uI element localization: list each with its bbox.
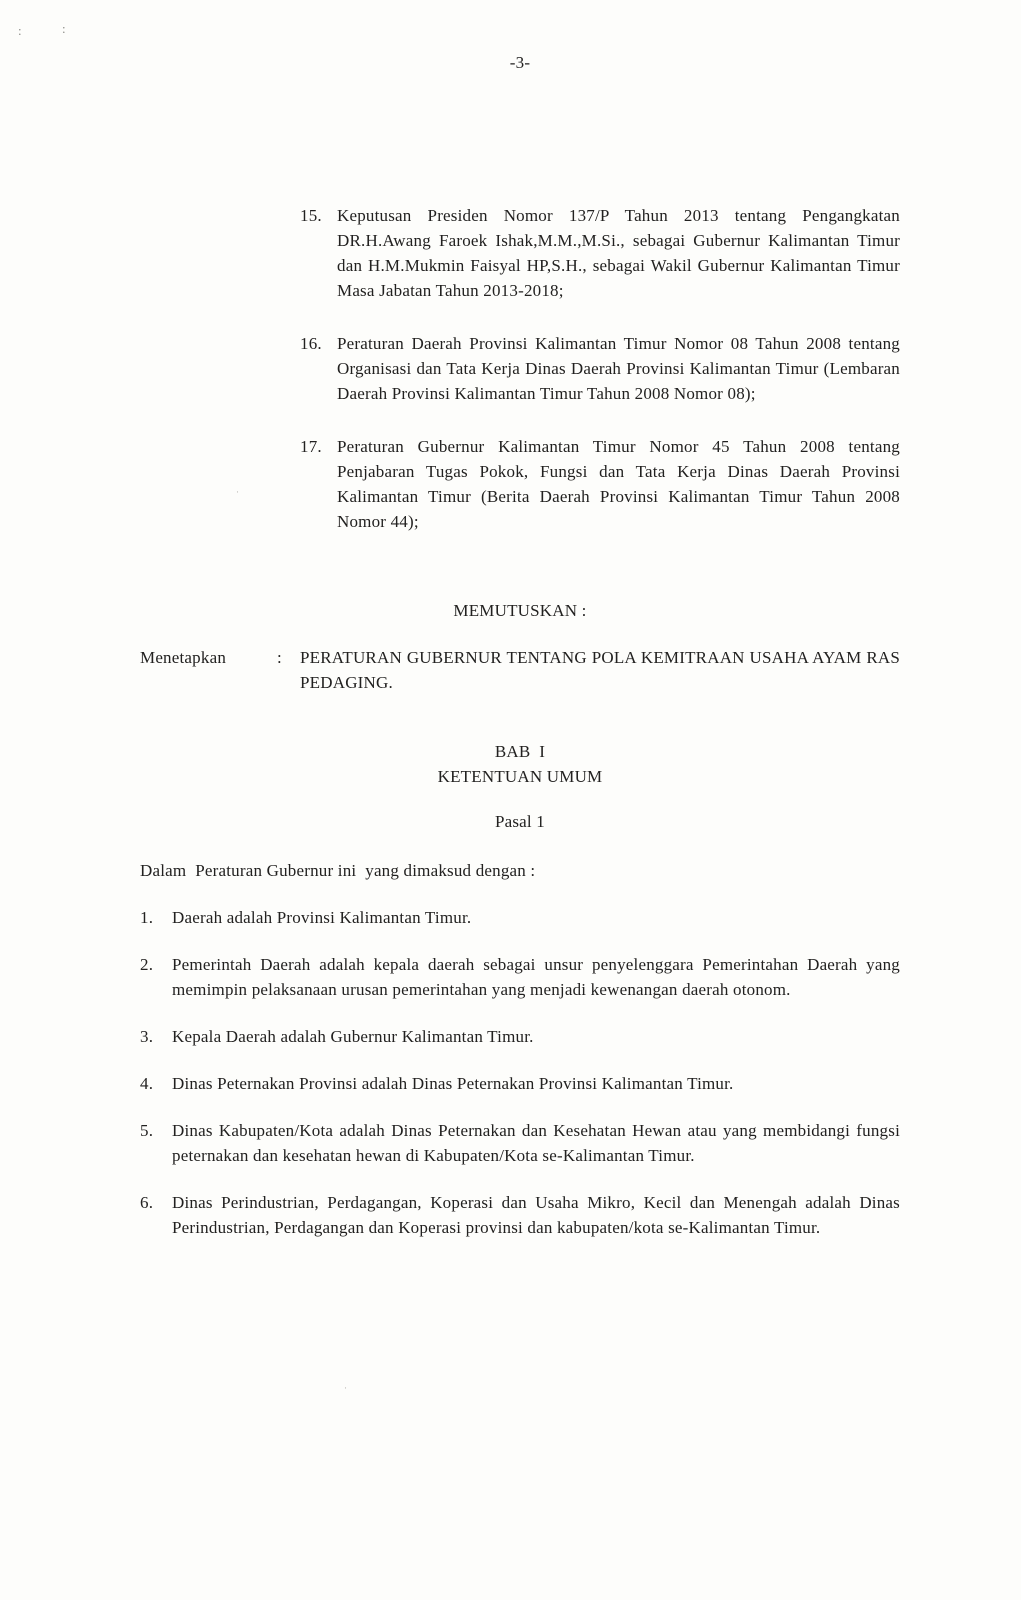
consideration-item — [300, 331, 900, 406]
menetapkan-row — [140, 645, 900, 695]
scan-artifact: · — [236, 487, 240, 497]
item-number: 17. — [300, 437, 322, 456]
consideration-item — [300, 434, 900, 534]
item-number: 3. — [140, 1027, 154, 1046]
scan-artifact: : — [18, 23, 22, 38]
menetapkan-separator: : — [277, 648, 282, 667]
consideration-item — [300, 203, 900, 303]
item-text: Kepala Daerah adalah Gubernur Kalimantan Timur. — [172, 1027, 534, 1046]
legal-considerations-list — [300, 203, 900, 534]
item-number: 15. — [300, 206, 322, 225]
definition-item — [140, 1190, 900, 1240]
item-number: 4. — [140, 1074, 154, 1093]
definition-item — [140, 1118, 900, 1168]
definition-item — [140, 1024, 900, 1049]
article-title: Pasal 1 — [494, 812, 546, 831]
item-text: Dinas Perindustrian, Perdagangan, Koperasi dan Usaha Mikro, Kecil dan Menengah adalah Dinas Perindustrian, Perdagangan dan Koperasi provinsi dan kabupaten/kota se-Kalimantan Timur. — [172, 1193, 900, 1237]
item-number: 6. — [140, 1193, 154, 1212]
page-number: -3- — [509, 53, 531, 72]
menetapkan-label: Menetapkan — [140, 648, 227, 667]
chapter-title: KETENTUAN UMUM — [437, 767, 603, 786]
item-text: Dinas Kabupaten/Kota adalah Dinas Peternakan dan Kesehatan Hewan atau yang membidangi fungsi peternakan dan kesehatan hewan di Kabupaten/Kota se-Kalimantan Timur. — [172, 1121, 900, 1165]
chapter-number: BAB I — [494, 742, 546, 761]
memutuskan-heading: MEMUTUSKAN : — [453, 601, 587, 620]
item-text: Daerah adalah Provinsi Kalimantan Timur. — [172, 908, 472, 927]
scan-artifact: · — [344, 1383, 348, 1393]
item-number: 2. — [140, 955, 154, 974]
chapter-heading — [140, 739, 900, 789]
definition-item — [140, 952, 900, 1002]
item-number: 16. — [300, 334, 322, 353]
item-text: Keputusan Presiden Nomor 137/P Tahun 2013 tentang Pengangkatan DR.H.Awang Faroek Ishak,M.M.,M.Si., sebagai Gubernur Kalimantan Timur dan H.M.Mukmin Faisyal HP,S.H., sebagai Wakil Gubernur Kalimantan Timur Masa Jabatan Tahun 2013-2018; — [337, 206, 900, 300]
item-text: Pemerintah Daerah adalah kepala daerah sebagai unsur penyelenggara Pemerintahan Daerah yang memimpin pelaksanaan urusan pemerintahan yang menjadi kewenangan daerah otonom. — [172, 955, 900, 999]
article-intro: Dalam Peraturan Gubernur ini yang dimaksud dengan : — [140, 861, 536, 880]
definitions-list — [140, 905, 900, 1240]
decree-title-text: PERATURAN GUBERNUR TENTANG POLA KEMITRAAN USAHA AYAM RAS PEDAGING. — [300, 648, 900, 692]
item-text: Peraturan Daerah Provinsi Kalimantan Timur Nomor 08 Tahun 2008 tentang Organisasi dan Tata Kerja Dinas Daerah Provinsi Kalimantan Timur (Lembaran Daerah Provinsi Kalimantan Timur Tahun 2008 Nomor 08); — [337, 334, 900, 403]
item-number: 1. — [140, 908, 154, 927]
item-number: 5. — [140, 1121, 154, 1140]
item-text: Dinas Peternakan Provinsi adalah Dinas Peternakan Provinsi Kalimantan Timur. — [172, 1074, 734, 1093]
definition-item — [140, 1071, 900, 1096]
definition-item — [140, 905, 900, 930]
item-text: Peraturan Gubernur Kalimantan Timur Nomor 45 Tahun 2008 tentang Penjabaran Tugas Pokok, Fungsi dan Tata Kerja Dinas Daerah Provinsi Kalimantan Timur (Berita Daerah Provinsi Kalimantan Timur Tahun 2008 Nomor 44); — [337, 437, 900, 531]
scan-artifact: : — [62, 21, 66, 36]
